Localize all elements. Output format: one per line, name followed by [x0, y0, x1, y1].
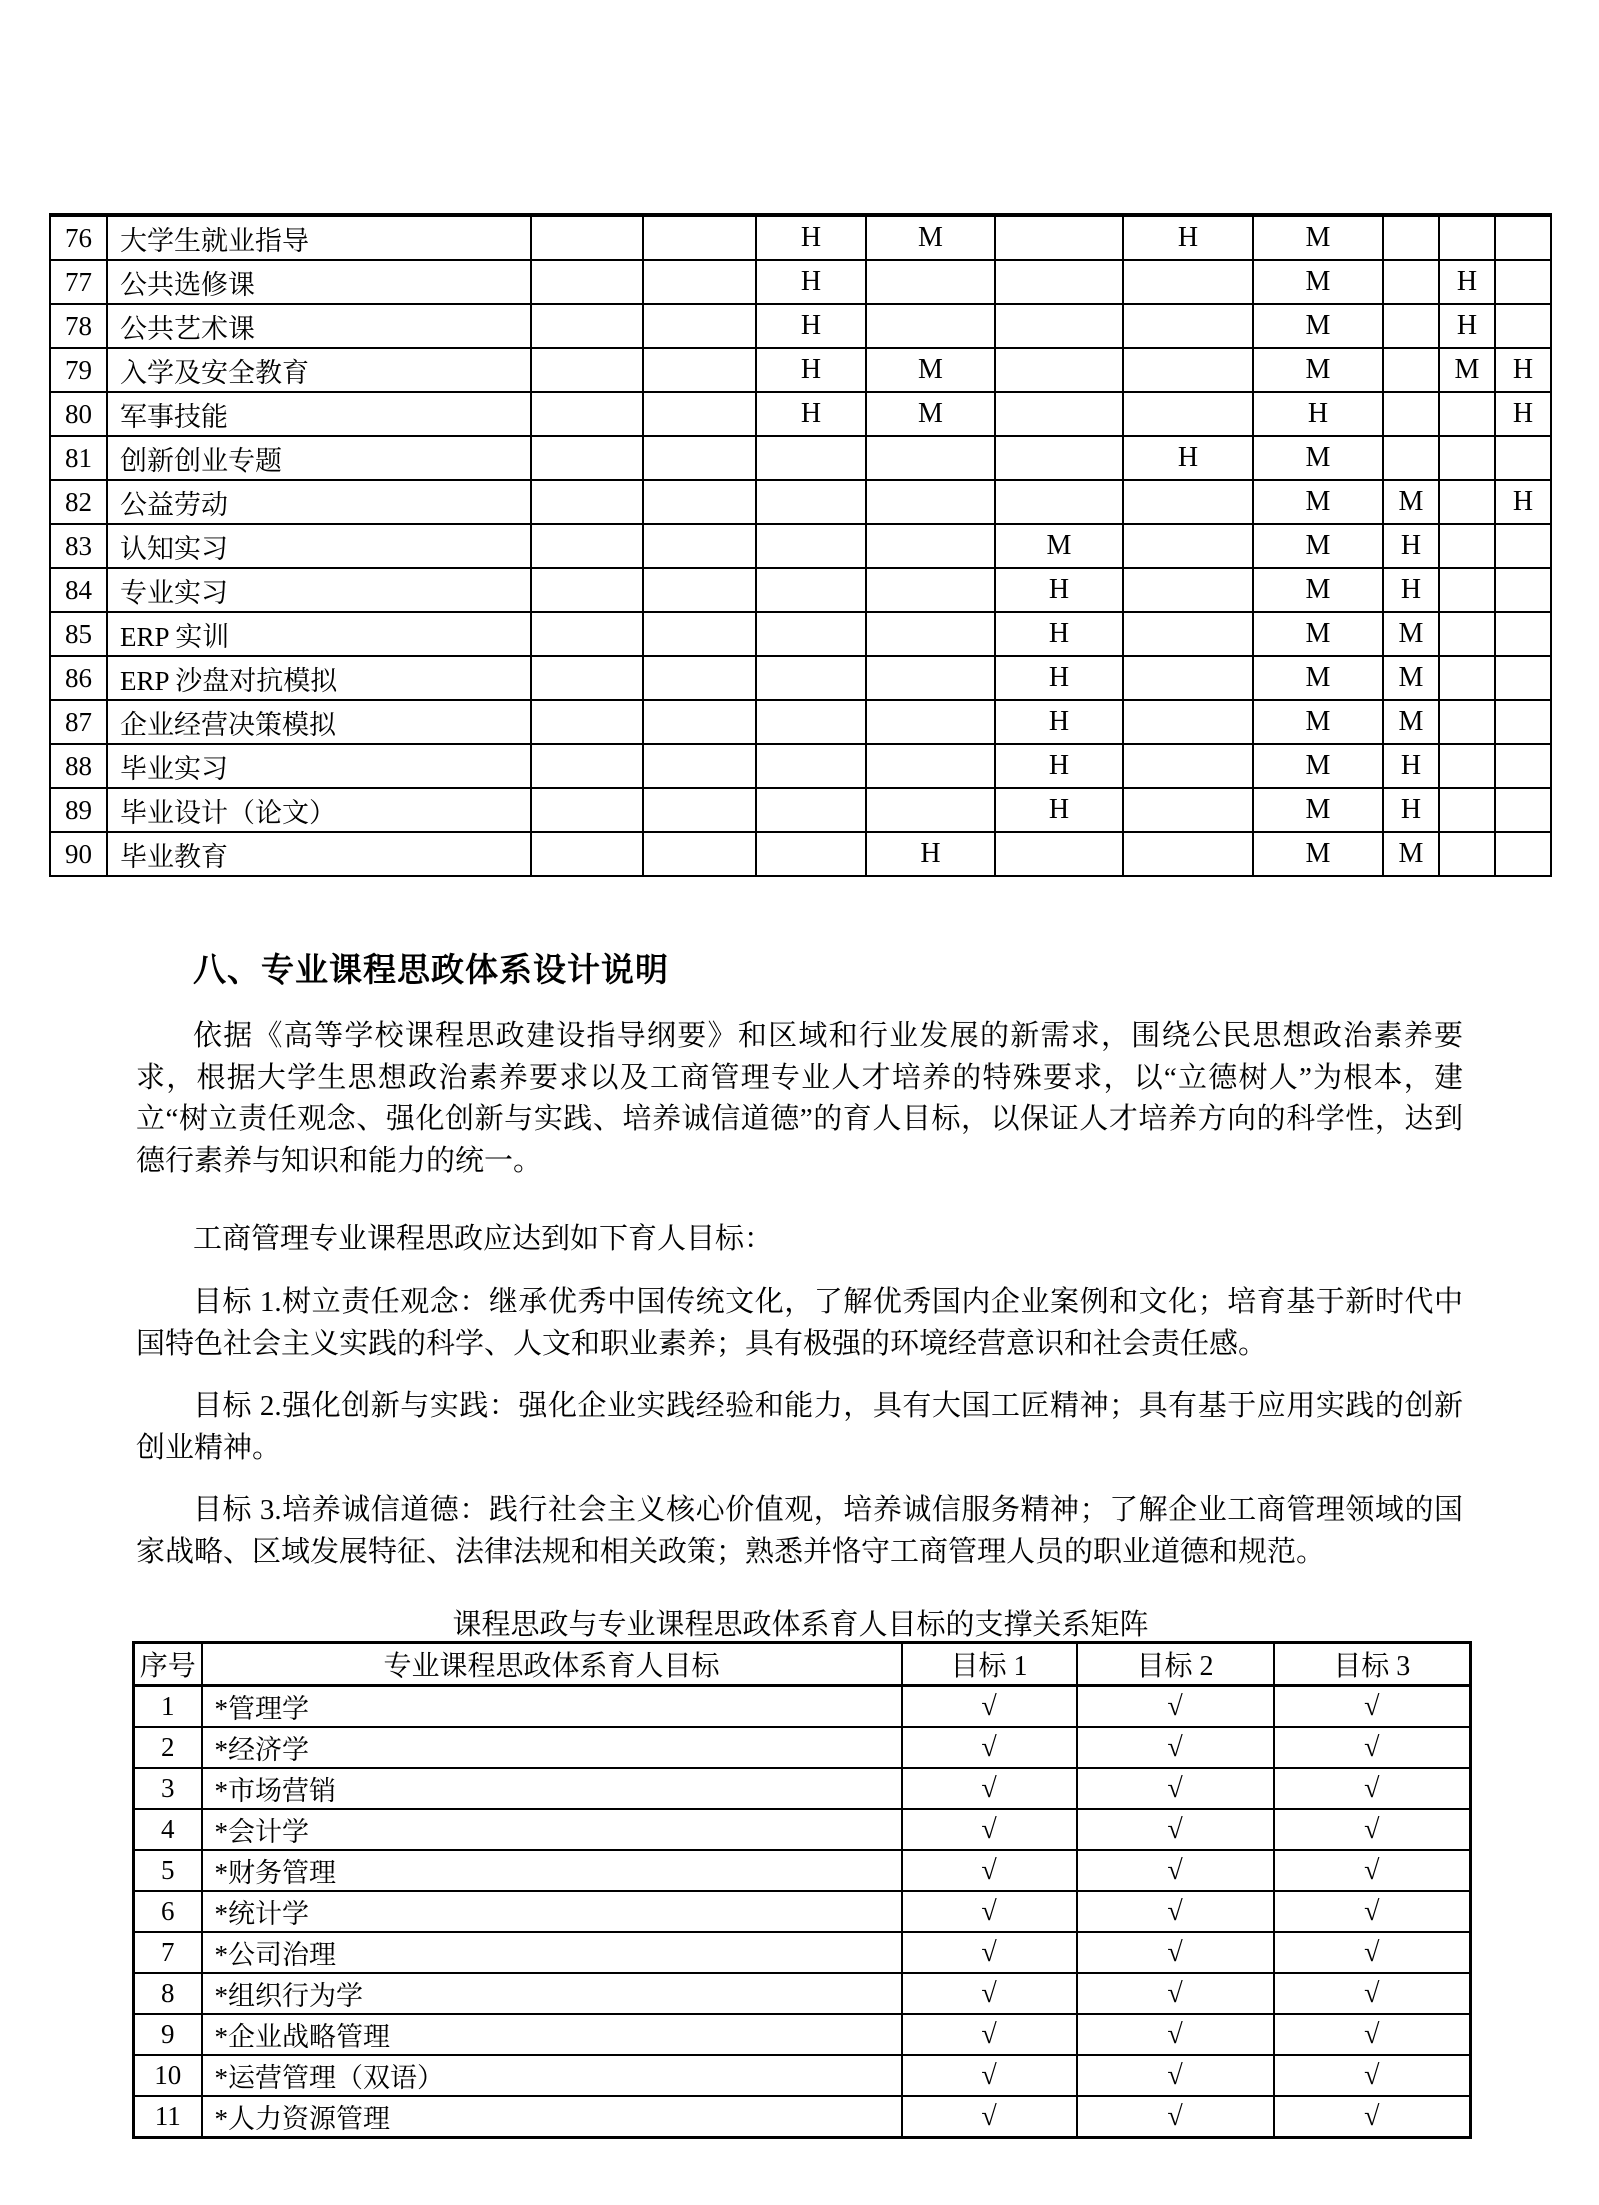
support-mark-cell	[643, 392, 756, 436]
check-mark-cell: √	[1077, 1850, 1274, 1891]
support-mark-cell	[1439, 436, 1495, 480]
table-row	[134, 1973, 1471, 2014]
check-mark-cell: √	[1077, 2055, 1274, 2096]
table-row	[50, 568, 1551, 612]
table-row	[50, 700, 1551, 744]
course-number: 84	[50, 568, 107, 612]
support-mark-cell: H	[1495, 480, 1551, 524]
course-name: 企业经营决策模拟	[107, 700, 531, 744]
support-mark-cell: H	[1383, 524, 1439, 568]
support-mark-cell: H	[1495, 392, 1551, 436]
check-mark-cell: √	[902, 1932, 1077, 1973]
row-number: 4	[134, 1809, 202, 1850]
table-row	[50, 480, 1551, 524]
support-mark-cell	[995, 215, 1123, 260]
support-mark-cell: M	[1253, 656, 1383, 700]
goal-course-name: *企业战略管理	[202, 2014, 902, 2055]
support-mark-cell	[1439, 700, 1495, 744]
support-mark-cell: H	[866, 832, 995, 876]
table-row	[134, 2014, 1471, 2055]
course-number: 78	[50, 304, 107, 348]
support-mark-cell: M	[1253, 304, 1383, 348]
support-mark-cell: H	[995, 788, 1123, 832]
course-name: 专业实习	[107, 568, 531, 612]
support-mark-cell	[1123, 524, 1253, 568]
support-mark-cell: H	[1383, 788, 1439, 832]
support-mark-cell	[1439, 744, 1495, 788]
support-mark-cell	[531, 700, 643, 744]
support-mark-cell	[866, 744, 995, 788]
goal-course-name: *财务管理	[202, 1850, 902, 1891]
support-matrix-header	[134, 1643, 1471, 1686]
support-mark-cell: M	[1383, 832, 1439, 876]
check-mark-cell: √	[1077, 1727, 1274, 1768]
support-mark-cell	[1439, 612, 1495, 656]
row-number: 11	[134, 2096, 202, 2138]
support-mark-cell	[1123, 656, 1253, 700]
support-mark-cell	[1383, 304, 1439, 348]
support-mark-cell: H	[756, 304, 866, 348]
row-number: 5	[134, 1850, 202, 1891]
support-mark-cell	[643, 832, 756, 876]
support-mark-cell: M	[1253, 700, 1383, 744]
support-mark-cell: M	[1253, 524, 1383, 568]
support-mark-cell	[1495, 524, 1551, 568]
support-mark-cell: M	[1253, 215, 1383, 260]
table-row	[50, 260, 1551, 304]
support-mark-cell: H	[756, 260, 866, 304]
support-mark-cell	[531, 392, 643, 436]
support-mark-cell: H	[1495, 348, 1551, 392]
support-mark-cell	[1439, 788, 1495, 832]
support-mark-cell	[866, 612, 995, 656]
course-matrix-body	[50, 215, 1551, 876]
support-mark-cell: H	[995, 656, 1123, 700]
support-mark-cell	[1439, 215, 1495, 260]
table-row	[50, 832, 1551, 876]
course-number: 77	[50, 260, 107, 304]
support-mark-cell	[1495, 788, 1551, 832]
support-mark-cell: H	[756, 215, 866, 260]
support-mark-cell: M	[1253, 744, 1383, 788]
support-mark-cell: M	[1383, 480, 1439, 524]
table-row	[134, 1809, 1471, 1850]
support-mark-cell: H	[1123, 215, 1253, 260]
support-mark-cell: H	[995, 612, 1123, 656]
column-header: 目标 3	[1274, 1643, 1471, 1686]
support-mark-cell: H	[1253, 392, 1383, 436]
table-row	[50, 788, 1551, 832]
course-number: 85	[50, 612, 107, 656]
support-mark-cell	[866, 700, 995, 744]
support-mark-cell	[866, 304, 995, 348]
goal-course-name: *人力资源管理	[202, 2096, 902, 2138]
support-mark-cell	[1495, 260, 1551, 304]
check-mark-cell: √	[902, 1727, 1077, 1768]
support-mark-cell: M	[866, 215, 995, 260]
support-mark-cell: H	[995, 568, 1123, 612]
goal-course-name: *统计学	[202, 1891, 902, 1932]
check-mark-cell: √	[1274, 2096, 1471, 2138]
support-mark-cell: M	[1253, 480, 1383, 524]
support-mark-cell	[1495, 568, 1551, 612]
check-mark-cell: √	[902, 1850, 1077, 1891]
support-mark-cell: M	[866, 348, 995, 392]
support-mark-cell	[995, 260, 1123, 304]
row-number: 8	[134, 1973, 202, 2014]
support-mark-cell	[1123, 392, 1253, 436]
column-header: 目标 1	[902, 1643, 1077, 1686]
support-mark-cell	[1123, 260, 1253, 304]
course-name: 毕业实习	[107, 744, 531, 788]
support-mark-cell: H	[1439, 260, 1495, 304]
support-mark-cell	[531, 260, 643, 304]
support-mark-cell	[1439, 656, 1495, 700]
check-mark-cell: √	[902, 2055, 1077, 2096]
goal-3-paragraph: 目标 3.培养诚信道德：践行社会主义核心价值观，培养诚信服务精神；了解企业工商管理领域的国家战略、区域发展特征、法律法规和相关政策；熟悉并恪守工商管理人员的职业道德和规范。	[136, 1494, 1463, 1568]
support-mark-cell	[756, 832, 866, 876]
support-mark-cell	[643, 436, 756, 480]
support-mark-cell	[531, 744, 643, 788]
course-name: ERP 实训	[107, 612, 531, 656]
support-mark-cell: M	[1383, 612, 1439, 656]
support-mark-cell: M	[1439, 348, 1495, 392]
row-number: 2	[134, 1727, 202, 1768]
course-number: 89	[50, 788, 107, 832]
support-mark-cell: M	[1253, 612, 1383, 656]
goal-course-name: *管理学	[202, 1686, 902, 1728]
support-mark-cell: H	[995, 700, 1123, 744]
course-support-matrix-table	[49, 213, 1552, 877]
support-mark-cell	[643, 480, 756, 524]
check-mark-cell: √	[1274, 2055, 1471, 2096]
row-number: 3	[134, 1768, 202, 1809]
support-mark-cell	[1123, 744, 1253, 788]
row-number: 9	[134, 2014, 202, 2055]
support-mark-cell	[531, 832, 643, 876]
support-mark-cell	[1123, 304, 1253, 348]
check-mark-cell: √	[902, 1891, 1077, 1932]
support-mark-cell	[1439, 524, 1495, 568]
support-mark-cell	[1383, 260, 1439, 304]
support-mark-cell	[531, 480, 643, 524]
support-mark-cell	[531, 304, 643, 348]
support-mark-cell	[1439, 392, 1495, 436]
check-mark-cell: √	[1077, 1973, 1274, 2014]
column-header: 专业课程思政体系育人目标	[202, 1643, 902, 1686]
check-mark-cell: √	[1077, 1809, 1274, 1850]
support-mark-cell: H	[1439, 304, 1495, 348]
table-row	[50, 304, 1551, 348]
check-mark-cell: √	[1077, 2096, 1274, 2138]
support-mark-cell	[1123, 348, 1253, 392]
support-mark-cell: H	[1123, 436, 1253, 480]
check-mark-cell: √	[1274, 1932, 1471, 1973]
support-mark-cell	[643, 744, 756, 788]
support-mark-cell: M	[1253, 832, 1383, 876]
support-mark-cell	[1383, 348, 1439, 392]
check-mark-cell: √	[902, 1973, 1077, 2014]
support-mark-cell	[1123, 480, 1253, 524]
support-mark-cell	[1439, 832, 1495, 876]
check-mark-cell: √	[902, 1809, 1077, 1850]
support-mark-cell: M	[1253, 568, 1383, 612]
support-mark-cell	[1123, 612, 1253, 656]
check-mark-cell: √	[1274, 2014, 1471, 2055]
support-mark-cell	[756, 480, 866, 524]
check-mark-cell: √	[1077, 1932, 1274, 1973]
course-number: 83	[50, 524, 107, 568]
support-mark-cell	[756, 700, 866, 744]
section-heading: 八、专业课程思政体系设计说明	[193, 951, 669, 988]
course-name: ERP 沙盘对抗模拟	[107, 656, 531, 700]
support-mark-cell	[1495, 215, 1551, 260]
check-mark-cell: √	[902, 1686, 1077, 1728]
course-name: 认知实习	[107, 524, 531, 568]
support-mark-cell	[756, 612, 866, 656]
support-mark-cell	[1383, 215, 1439, 260]
table-row	[134, 1850, 1471, 1891]
support-mark-cell	[756, 656, 866, 700]
support-mark-cell: H	[756, 392, 866, 436]
support-mark-cell	[1123, 832, 1253, 876]
support-mark-cell	[643, 612, 756, 656]
support-mark-cell	[531, 656, 643, 700]
support-mark-cell	[1495, 656, 1551, 700]
support-mark-cell	[756, 788, 866, 832]
support-mark-cell: H	[756, 348, 866, 392]
support-mark-cell	[531, 524, 643, 568]
check-mark-cell: √	[1274, 1686, 1471, 1728]
course-number: 82	[50, 480, 107, 524]
check-mark-cell: √	[902, 2014, 1077, 2055]
row-number: 6	[134, 1891, 202, 1932]
support-mark-cell	[756, 568, 866, 612]
table-row	[134, 1891, 1471, 1932]
course-name: 毕业设计（论文）	[107, 788, 531, 832]
course-number: 79	[50, 348, 107, 392]
course-number: 88	[50, 744, 107, 788]
support-mark-cell	[643, 700, 756, 744]
support-mark-cell	[1495, 436, 1551, 480]
table-row	[50, 744, 1551, 788]
goal-course-name: *市场营销	[202, 1768, 902, 1809]
support-mark-cell	[643, 788, 756, 832]
course-number: 86	[50, 656, 107, 700]
check-mark-cell: √	[902, 1768, 1077, 1809]
course-name: 公共艺术课	[107, 304, 531, 348]
course-name: 入学及安全教育	[107, 348, 531, 392]
check-mark-cell: √	[1077, 2014, 1274, 2055]
support-mark-cell	[1123, 700, 1253, 744]
table-row	[134, 1727, 1471, 1768]
course-name: 公益劳动	[107, 480, 531, 524]
row-number: 1	[134, 1686, 202, 1728]
support-mark-cell	[1439, 568, 1495, 612]
support-mark-cell	[1495, 700, 1551, 744]
support-mark-cell	[531, 215, 643, 260]
table-row	[134, 2055, 1471, 2096]
support-mark-cell	[1495, 612, 1551, 656]
table-row	[50, 348, 1551, 392]
support-mark-cell: M	[1253, 788, 1383, 832]
support-mark-cell: M	[995, 524, 1123, 568]
support-mark-cell	[531, 612, 643, 656]
check-mark-cell: √	[1077, 1768, 1274, 1809]
support-mark-cell	[1439, 480, 1495, 524]
course-name: 大学生就业指导	[107, 215, 531, 260]
goal-1-paragraph: 目标 1.树立责任观念：继承优秀中国传统文化，了解优秀国内企业案例和文化；培育基于新时代中国特色社会主义实践的科学、人文和职业素养；具有极强的环境经营意识和社会责任感。	[136, 1286, 1463, 1360]
table-row	[50, 524, 1551, 568]
support-mark-cell	[531, 436, 643, 480]
support-mark-cell	[1495, 744, 1551, 788]
support-mark-cell	[866, 656, 995, 700]
course-name: 毕业教育	[107, 832, 531, 876]
support-mark-cell	[1495, 304, 1551, 348]
table-row	[50, 612, 1551, 656]
support-matrix-caption: 课程思政与专业课程思政体系育人目标的支撑关系矩阵	[452, 1609, 1149, 1641]
table-row	[134, 1932, 1471, 1973]
check-mark-cell: √	[1274, 1891, 1471, 1932]
course-number: 80	[50, 392, 107, 436]
goal-course-name: *组织行为学	[202, 1973, 902, 2014]
table-row	[50, 656, 1551, 700]
support-mark-cell	[866, 568, 995, 612]
support-mark-cell	[643, 304, 756, 348]
support-mark-cell	[643, 260, 756, 304]
check-mark-cell: √	[1274, 1850, 1471, 1891]
support-mark-cell	[995, 348, 1123, 392]
support-mark-cell	[643, 568, 756, 612]
goals-lead-paragraph: 工商管理专业课程思政应达到如下育人目标：	[193, 1223, 774, 1255]
support-mark-cell: H	[1383, 744, 1439, 788]
support-mark-cell: H	[1383, 568, 1439, 612]
column-header: 序号	[134, 1643, 202, 1686]
support-mark-cell	[995, 392, 1123, 436]
course-name: 公共选修课	[107, 260, 531, 304]
table-row	[134, 1768, 1471, 1809]
goal-support-matrix-table	[132, 1641, 1472, 2139]
support-mark-cell	[1383, 392, 1439, 436]
header-row	[134, 1643, 1471, 1686]
support-mark-cell: M	[1383, 700, 1439, 744]
support-mark-cell: M	[866, 392, 995, 436]
check-mark-cell: √	[1274, 1809, 1471, 1850]
support-mark-cell	[1383, 436, 1439, 480]
support-mark-cell	[1123, 568, 1253, 612]
goal-2-paragraph: 目标 2.强化创新与实践：强化企业实践经验和能力，具有大国工匠精神；具有基于应用实践的创新创业精神。	[136, 1390, 1463, 1464]
table-row	[134, 2096, 1471, 2138]
support-mark-cell: H	[995, 744, 1123, 788]
goal-course-name: *经济学	[202, 1727, 902, 1768]
support-mark-cell	[643, 215, 756, 260]
check-mark-cell: √	[1077, 1891, 1274, 1932]
support-mark-cell	[643, 348, 756, 392]
course-number: 76	[50, 215, 107, 260]
row-number: 7	[134, 1932, 202, 1973]
goal-course-name: *会计学	[202, 1809, 902, 1850]
check-mark-cell: √	[1274, 1768, 1471, 1809]
course-name: 军事技能	[107, 392, 531, 436]
table-row	[50, 436, 1551, 480]
support-mark-cell	[531, 348, 643, 392]
support-mark-cell	[756, 436, 866, 480]
support-mark-cell: M	[1253, 348, 1383, 392]
table-row	[50, 392, 1551, 436]
support-mark-cell	[531, 568, 643, 612]
check-mark-cell: √	[1274, 1727, 1471, 1768]
support-mark-cell	[866, 524, 995, 568]
support-mark-cell: M	[1383, 656, 1439, 700]
support-mark-cell: M	[1253, 260, 1383, 304]
support-mark-cell	[1495, 832, 1551, 876]
support-mark-cell	[995, 304, 1123, 348]
support-mark-cell	[995, 832, 1123, 876]
support-mark-cell	[643, 524, 756, 568]
support-matrix-body	[134, 1686, 1471, 2138]
course-name: 创新创业专题	[107, 436, 531, 480]
support-mark-cell	[1123, 788, 1253, 832]
course-number: 87	[50, 700, 107, 744]
support-mark-cell	[995, 436, 1123, 480]
goal-course-name: *运营管理（双语）	[202, 2055, 902, 2096]
check-mark-cell: √	[1274, 1973, 1471, 2014]
support-mark-cell: M	[1253, 436, 1383, 480]
goal-course-name: *公司治理	[202, 1932, 902, 1973]
row-number: 10	[134, 2055, 202, 2096]
check-mark-cell: √	[902, 2096, 1077, 2138]
support-mark-cell	[643, 656, 756, 700]
intro-paragraph: 依据《高等学校课程思政建设指导纲要》和区域和行业发展的新需求，围绕公民思想政治素养要求，根据大学生思想政治素养要求以及工商管理专业人才培养的特殊要求，以“立德树人”为根本，建立“树立责任观念、强化创新与实践、培养诚信道德”的育人目标，以保证人才培养方向的科学性，达到德行素养与知识和能力的统一。	[136, 1020, 1463, 1177]
support-mark-cell	[866, 480, 995, 524]
course-number: 81	[50, 436, 107, 480]
support-mark-cell	[756, 744, 866, 788]
course-number: 90	[50, 832, 107, 876]
support-mark-cell	[995, 480, 1123, 524]
support-mark-cell	[866, 260, 995, 304]
check-mark-cell: √	[1077, 1686, 1274, 1728]
support-mark-cell	[531, 788, 643, 832]
table-row	[50, 215, 1551, 260]
support-mark-cell	[866, 788, 995, 832]
table-row	[134, 1686, 1471, 1728]
column-header: 目标 2	[1077, 1643, 1274, 1686]
support-mark-cell	[756, 524, 866, 568]
support-mark-cell	[866, 436, 995, 480]
